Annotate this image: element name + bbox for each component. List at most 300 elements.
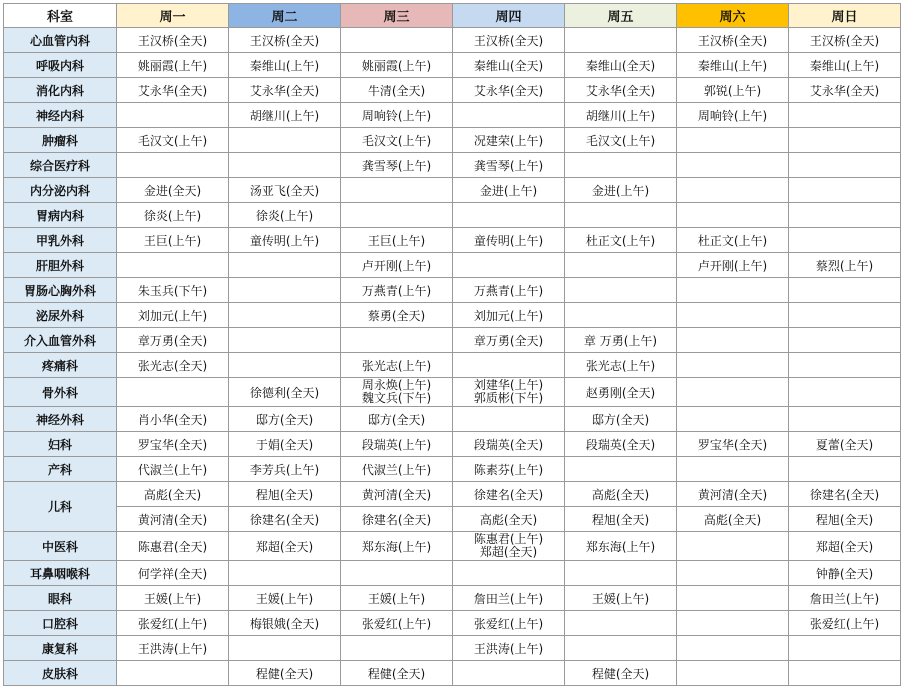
schedule-cell [677,586,789,611]
header-day-fri: 周五 [565,4,677,28]
schedule-cell [453,482,565,507]
schedule-cell [789,103,901,128]
schedule-cell [341,532,453,561]
doctor-entry: 魏文兵(下午) [361,391,432,405]
schedule-cell [677,203,789,228]
doctor-entry: 邸方(全天) [591,412,650,427]
schedule-cell [677,103,789,128]
doctor-entry: 程健(全天) [591,666,650,681]
doctor-entry: 秦维山(全天) [473,58,544,73]
doctor-entry: 张爱红(上午) [473,616,544,631]
schedule-cell [565,128,677,153]
schedule-cell [565,532,677,561]
table-row [4,482,901,507]
schedule-cell [229,78,341,103]
doctor-entry: 王汉桥(全天) [249,33,320,48]
schedule-cell [453,278,565,303]
doctor-entry: 程健(全天) [255,666,314,681]
table-row [4,611,901,636]
schedule-cell [677,53,789,78]
doctor-entry: 牛清(全天) [367,83,426,98]
schedule-cell [565,378,677,407]
doctor-entry: 于娟(全天) [255,437,314,452]
department-name: 胃肠心胸外科 [4,278,117,303]
doctor-entry: 段瑞英(全天) [473,437,544,452]
schedule-cell [117,636,229,661]
schedule-cell [229,353,341,378]
doctor-entry: 万燕青(上午) [473,283,544,298]
table-row [4,507,901,532]
doctor-entry: 黄河清(全天) [137,512,208,527]
doctor-entry: 徐炎(上午) [255,208,314,223]
doctor-entry: 徐炎(上午) [143,208,202,223]
schedule-cell [453,561,565,586]
schedule-cell [565,407,677,432]
schedule-cell [453,432,565,457]
schedule-cell [565,561,677,586]
doctor-entry: 龚雪琴(上午) [361,158,432,173]
doctor-entry: 张爱红(上午) [361,616,432,631]
doctor-entry: 胡继川(上午) [585,108,656,123]
doctor-entry: 王汉桥(全天) [697,33,768,48]
doctor-entry: 程旭(全天) [815,512,874,527]
schedule-cell [453,661,565,686]
department-name: 神经内科 [4,103,117,128]
doctor-entry: 秦维山(上午) [809,58,880,73]
doctor-entry: 钟静(全天) [815,566,874,581]
schedule-cell [789,407,901,432]
doctor-entry: 童传明(上午) [473,233,544,248]
schedule-cell [229,586,341,611]
schedule-cell [677,253,789,278]
doctor-entry: 高彪(全天) [143,487,202,502]
doctor-entry: 艾永华(全天) [473,83,544,98]
schedule-cell [677,378,789,407]
doctor-entry: 高彪(全天) [591,487,650,502]
table-row [4,457,901,482]
department-name: 耳鼻咽喉科 [4,561,117,586]
schedule-cell [789,432,901,457]
doctor-entry: 童传明(上午) [249,233,320,248]
schedule-cell [229,128,341,153]
table-row [4,661,901,686]
schedule-cell [677,432,789,457]
doctor-entry: 姚丽霞(上午) [137,58,208,73]
header-day-tue: 周二 [229,4,341,28]
schedule-cell [565,28,677,53]
schedule-cell [677,178,789,203]
doctor-entry: 梅银娥(全天) [249,616,320,631]
schedule-cell [117,611,229,636]
schedule-cell [229,457,341,482]
table-row [4,353,901,378]
table-row [4,228,901,253]
schedule-cell [677,561,789,586]
schedule-cell [453,328,565,353]
doctor-entry: 艾永华(全天) [809,83,880,98]
schedule-cell [453,507,565,532]
schedule-cell [117,203,229,228]
table-row [4,153,901,178]
schedule-cell [229,482,341,507]
schedule-cell [789,128,901,153]
doctor-entry: 徐德利(全天) [249,385,320,400]
schedule-cell [565,153,677,178]
schedule-cell [453,228,565,253]
header-day-thu: 周四 [453,4,565,28]
schedule-cell [229,178,341,203]
department-name: 疼痛科 [4,353,117,378]
schedule-cell [453,636,565,661]
schedule-cell [117,661,229,686]
schedule-cell [677,636,789,661]
schedule-cell [453,53,565,78]
table-row [4,378,901,407]
doctor-entry: 万燕青(上午) [361,283,432,298]
doctor-entry: 朱玉兵(下午) [137,283,208,298]
doctor-entry: 况建荣(上午) [473,133,544,148]
schedule-cell [229,407,341,432]
schedule-cell [789,507,901,532]
header-dept: 科室 [4,4,117,28]
table-row [4,203,901,228]
doctor-entry: 周永焕(上午) [361,378,432,392]
schedule-cell [789,53,901,78]
doctor-entry: 艾永华(全天) [585,83,656,98]
header-day-sun: 周日 [789,4,901,28]
schedule-cell [341,28,453,53]
schedule-cell [677,532,789,561]
schedule-cell [789,203,901,228]
schedule-cell [117,28,229,53]
schedule-cell [789,586,901,611]
doctor-entry: 王巨(上午) [367,233,426,248]
schedule-cell [677,328,789,353]
department-name: 泌尿外科 [4,303,117,328]
schedule-cell [341,432,453,457]
doctor-entry: 刘加元(上午) [137,308,208,323]
schedule-cell [341,53,453,78]
doctor-entry: 王媛(上午) [143,591,202,606]
department-name: 神经外科 [4,407,117,432]
doctor-entry: 陈惠君(上午) [473,532,544,546]
schedule-cell [677,611,789,636]
schedule-cell [117,128,229,153]
doctor-entry: 秦维山(上午) [697,58,768,73]
schedule-cell [677,278,789,303]
schedule-cell [453,611,565,636]
table-row [4,253,901,278]
schedule-cell [117,78,229,103]
schedule-cell [229,303,341,328]
schedule-cell [565,432,677,457]
table-row [4,103,901,128]
schedule-cell [565,586,677,611]
doctor-entry: 徐建名(全天) [249,512,320,527]
table-row [4,78,901,103]
doctor-entry: 程旭(全天) [591,512,650,527]
schedule-cell [565,303,677,328]
doctor-entry: 王洪涛(上午) [137,641,208,656]
schedule-cell [229,611,341,636]
schedule-cell [677,457,789,482]
schedule-cell [341,253,453,278]
schedule-cell [677,482,789,507]
schedule-cell [229,203,341,228]
table-row [4,53,901,78]
schedule-cell [677,303,789,328]
schedule-cell [453,457,565,482]
doctor-entry: 代淑兰(上午) [137,462,208,477]
doctor-entry: 詹田兰(上午) [473,591,544,606]
schedule-cell [229,432,341,457]
schedule-cell [565,253,677,278]
schedule-cell [677,228,789,253]
schedule-cell [117,178,229,203]
doctor-entry: 黄河清(全天) [361,487,432,502]
schedule-cell [341,128,453,153]
schedule-cell [341,103,453,128]
schedule-cell [789,178,901,203]
schedule-cell [341,407,453,432]
department-name: 肝胆外科 [4,253,117,278]
doctor-entry: 王媛(上午) [367,591,426,606]
doctor-entry: 李芳兵(上午) [249,462,320,477]
department-name: 心血管内科 [4,28,117,53]
schedule-cell [229,636,341,661]
schedule-cell [789,532,901,561]
doctor-entry: 艾永华(全天) [249,83,320,98]
doctor-entry: 高彪(全天) [479,512,538,527]
doctor-entry: 章万勇(全天) [137,333,208,348]
doctor-entry: 毛汉文(上午) [585,133,656,148]
schedule-cell [341,228,453,253]
doctor-entry: 周响铃(上午) [361,108,432,123]
schedule-cell [677,353,789,378]
doctor-entry: 姚丽霞(上午) [361,58,432,73]
doctor-entry: 王媛(上午) [255,591,314,606]
schedule-cell [565,278,677,303]
schedule-cell [565,53,677,78]
schedule-cell [565,78,677,103]
doctor-entry: 程旭(全天) [255,487,314,502]
doctor-entry: 王媛(上午) [591,591,650,606]
doctor-entry: 秦维山(上午) [249,58,320,73]
doctor-entry: 蔡勇(全天) [367,308,426,323]
doctor-entry: 邸方(全天) [367,412,426,427]
schedule-cell [229,561,341,586]
schedule-cell [677,507,789,532]
schedule-cell [229,661,341,686]
schedule-cell [229,378,341,407]
department-name: 产科 [4,457,117,482]
department-name: 肿瘤科 [4,128,117,153]
schedule-cell [789,78,901,103]
department-name: 介入血管外科 [4,328,117,353]
department-name: 消化内科 [4,78,117,103]
table-row [4,303,901,328]
schedule-cell [229,278,341,303]
schedule-table [3,3,901,686]
schedule-cell [453,78,565,103]
doctor-entry: 肖小华(全天) [137,412,208,427]
schedule-cell [565,661,677,686]
schedule-cell [453,28,565,53]
schedule-cell [453,253,565,278]
department-name: 甲乳外科 [4,228,117,253]
schedule-cell [117,378,229,407]
doctor-entry: 郑东海(上午) [585,539,656,554]
department-name: 儿科 [4,482,117,532]
doctor-entry: 龚雪琴(上午) [473,158,544,173]
schedule-cell [341,378,453,407]
schedule-cell [117,153,229,178]
schedule-cell [453,103,565,128]
schedule-cell [117,432,229,457]
doctor-entry: 杜正文(上午) [697,233,768,248]
schedule-cell [229,103,341,128]
doctor-entry: 王洪涛(上午) [473,641,544,656]
schedule-cell [789,561,901,586]
doctor-entry: 郭质彬(下午) [473,391,544,405]
doctor-entry: 黄河清(全天) [697,487,768,502]
schedule-cell [789,253,901,278]
schedule-cell [677,78,789,103]
schedule-cell [341,636,453,661]
schedule-cell [565,636,677,661]
doctor-entry: 蔡烈(上午) [815,258,874,273]
doctor-entry: 罗宝华(全天) [137,437,208,452]
table-row [4,532,901,561]
doctor-entry: 段瑞英(上午) [361,437,432,452]
schedule-cell [789,353,901,378]
schedule-cell [565,203,677,228]
schedule-cell [117,353,229,378]
doctor-entry: 徐建名(全天) [361,512,432,527]
schedule-cell [341,482,453,507]
doctor-entry: 毛汉文(上午) [361,133,432,148]
doctor-entry: 徐建名(全天) [809,487,880,502]
schedule-cell [229,507,341,532]
schedule-cell [677,153,789,178]
doctor-entry: 艾永华(全天) [137,83,208,98]
doctor-entry: 夏蕾(全天) [815,437,874,452]
schedule-cell [677,407,789,432]
schedule-cell [341,586,453,611]
doctor-entry: 杜正文(上午) [585,233,656,248]
table-row [4,178,901,203]
schedule-cell [789,661,901,686]
schedule-cell [565,507,677,532]
department-name: 中医科 [4,532,117,561]
doctor-entry: 罗宝华(全天) [697,437,768,452]
doctor-entry: 张爱红(上午) [809,616,880,631]
doctor-entry: 郑超(全天) [815,539,874,554]
schedule-cell [453,178,565,203]
department-name: 呼吸内科 [4,53,117,78]
schedule-cell [229,532,341,561]
doctor-entry: 陈素芬(上午) [473,462,544,477]
schedule-cell [117,253,229,278]
doctor-entry: 王巨(上午) [143,233,202,248]
schedule-cell [677,28,789,53]
header-row [4,4,901,28]
schedule-cell [117,482,229,507]
schedule-cell [789,28,901,53]
header-day-sat: 周六 [677,4,789,28]
schedule-cell [565,328,677,353]
schedule-cell [453,353,565,378]
schedule-cell [117,561,229,586]
schedule-cell [677,661,789,686]
doctor-entry: 段瑞英(全天) [585,437,656,452]
schedule-cell [117,457,229,482]
doctor-entry: 张光志(全天) [137,358,208,373]
header-day-wed: 周三 [341,4,453,28]
schedule-cell [677,128,789,153]
schedule-cell [341,78,453,103]
schedule-cell [565,611,677,636]
department-name: 骨外科 [4,378,117,407]
schedule-cell [117,53,229,78]
schedule-cell [341,328,453,353]
table-row [4,636,901,661]
doctor-entry: 刘加元(上午) [473,308,544,323]
schedule-cell [341,153,453,178]
doctor-entry: 高彪(全天) [703,512,762,527]
department-name: 妇科 [4,432,117,457]
doctor-entry: 金进(全天) [143,183,202,198]
doctor-entry: 张光志(上午) [361,358,432,373]
doctor-entry: 卢开刚(上午) [697,258,768,273]
doctor-entry: 王汉桥(全天) [137,33,208,48]
table-row [4,432,901,457]
schedule-cell [341,561,453,586]
table-row [4,407,901,432]
schedule-cell [117,586,229,611]
doctor-entry: 章万勇(全天) [473,333,544,348]
doctor-entry: 詹田兰(上午) [809,591,880,606]
schedule-cell [789,153,901,178]
schedule-cell [453,203,565,228]
doctor-entry: 邸方(全天) [255,412,314,427]
schedule-cell [117,328,229,353]
schedule-cell [565,228,677,253]
doctor-entry: 秦维山(全天) [585,58,656,73]
doctor-entry: 王汉桥(全天) [473,33,544,48]
schedule-cell [117,103,229,128]
schedule-cell [789,228,901,253]
doctor-entry: 郑超(全天) [255,539,314,554]
schedule-cell [789,378,901,407]
schedule-cell [341,661,453,686]
doctor-entry: 张爱红(上午) [137,616,208,631]
department-name: 口腔科 [4,611,117,636]
schedule-cell [453,303,565,328]
doctor-entry: 卢开刚(上午) [361,258,432,273]
doctor-entry: 汤亚飞(全天) [249,183,320,198]
doctor-entry: 代淑兰(上午) [361,462,432,477]
schedule-cell [229,153,341,178]
schedule-cell [229,253,341,278]
doctor-entry: 王汉桥(全天) [809,33,880,48]
schedule-cell [453,153,565,178]
schedule-cell [117,303,229,328]
doctor-entry: 刘建华(上午) [473,378,544,392]
schedule-cell [229,28,341,53]
doctor-entry: 郑东海(上午) [361,539,432,554]
department-name: 胃病内科 [4,203,117,228]
